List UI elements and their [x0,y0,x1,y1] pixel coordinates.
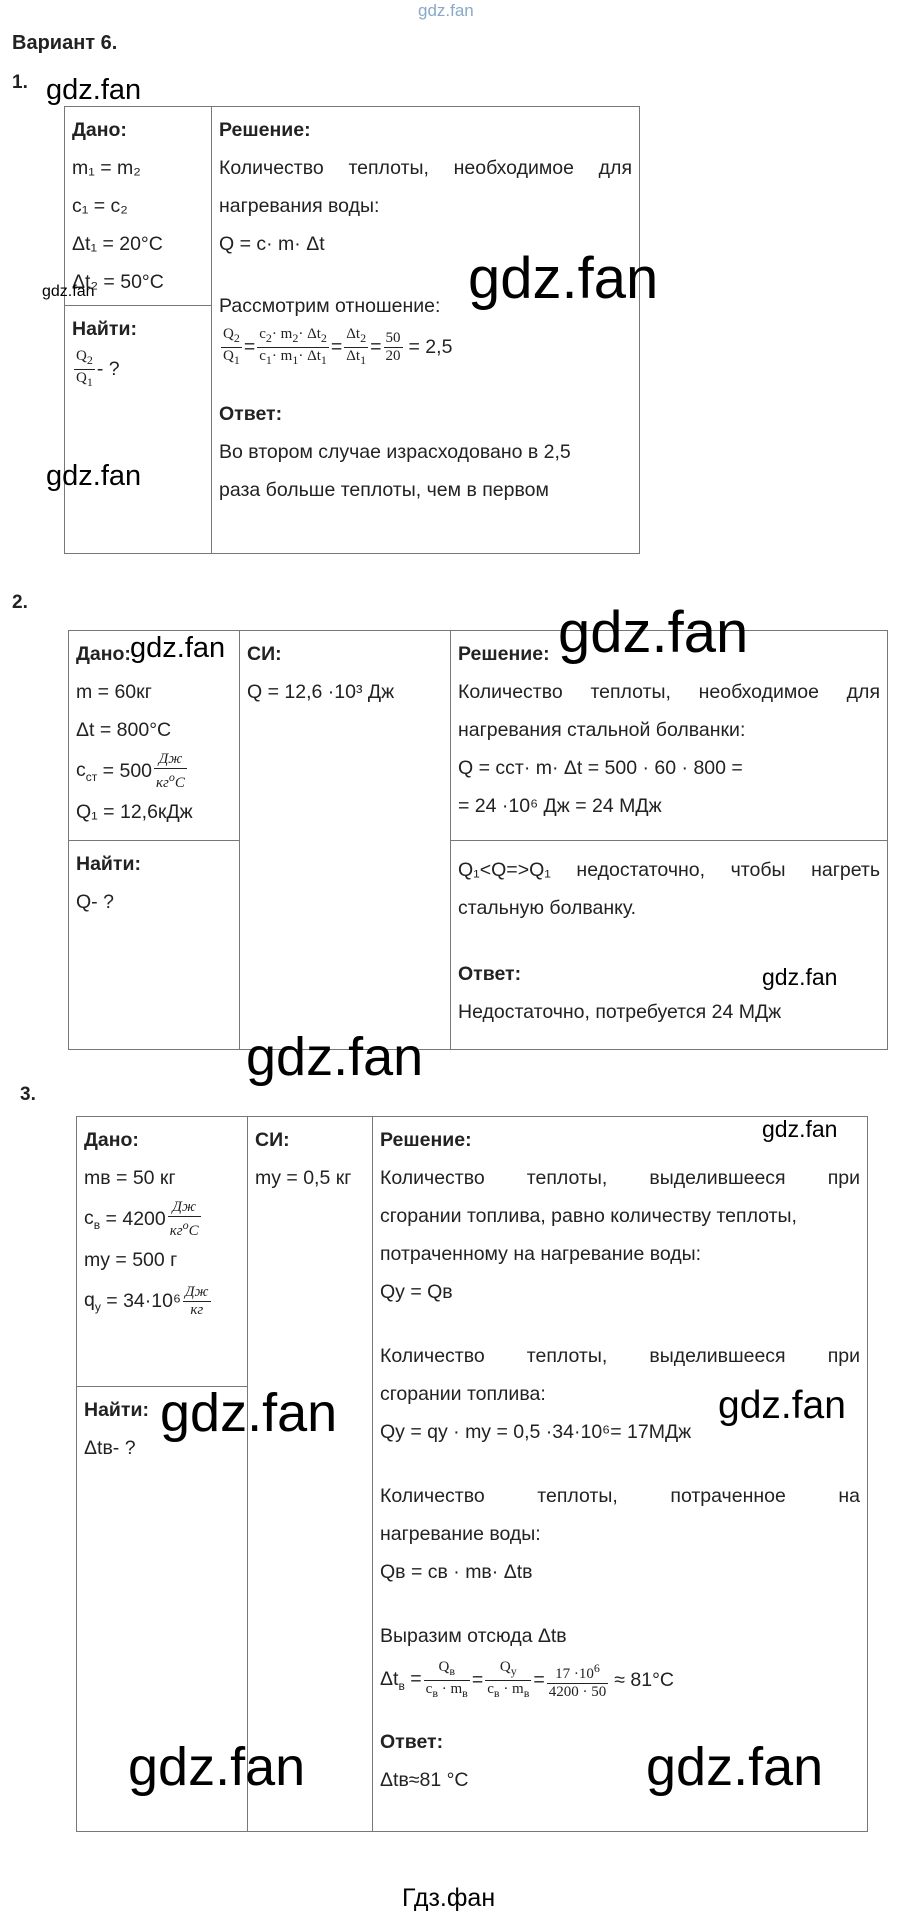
given-item: Δt = 800°C [76,719,172,741]
given-item: m₁ = m₂ [72,157,141,179]
given-item: Δt₁ = 20°C [72,233,163,255]
task-3-table [76,1116,868,1832]
find-label: Найти: [76,853,141,875]
find-value: Δtв- ? [84,1437,136,1459]
find-label: Найти: [84,1399,149,1421]
watermark: gdz.fan [762,964,838,990]
given-item: c₁ = c₂ [72,195,128,217]
task-1-table [64,106,640,554]
solution-line: Q = c· m· Δt [219,233,325,255]
footer-watermark: Гдз.фан [402,1884,496,1912]
final-formula: $\Delta t_в$ = $\frac{Q_в}{c_в \cdot m_в}$ = $\frac{Q_у}{c_в \cdot m_в}$ = $\frac{17 \cdot 10^6}{4200 \cdot 50}$ ≈ 81°C [380,1658,674,1700]
watermark: gdz.fan [46,460,142,492]
si-label: СИ: [247,643,282,665]
task-2-number: 2. [12,592,28,613]
solution-line: Q = cст· m· Δt = 500 · 60 · 800 = [458,757,743,779]
task-3-number: 3. [20,1084,36,1105]
page-title: Вариант 6. [12,32,118,54]
find-value: Q- ? [76,891,114,913]
solution-cell [451,841,888,1050]
find-value: - ? [96,358,120,380]
si-value: Q = 12,6 ·10³ Дж [247,681,395,703]
solution-line: Qв = cв · mв· Δtв [380,1561,533,1583]
watermark: gdz.fan [128,1737,306,1797]
solution-line: стальную болванку. [458,897,637,919]
given-cell [77,1117,248,1387]
answer-line: Во втором случае израсходовано в 2,5 [219,441,571,463]
watermark: gdz.fan [468,246,659,311]
solution-line: сгорании топлива, равно количеству теплоты, [380,1205,797,1227]
solution-line: Qу = qу · mу = 0,5 ·34·10⁶= 17МДж [380,1421,692,1443]
given-item: mв = 50 кг [84,1167,176,1189]
watermark: gdz.fan [130,632,226,664]
solution-line: Qу = Qв [380,1281,453,1303]
solution-line: Количество теплоты, выделившееся при [380,1345,860,1367]
solution-line: Количество теплоты, выделившееся при [380,1167,860,1189]
watermark: gdz.fan [42,283,95,300]
solution-label: Решение: [219,119,311,141]
watermark: gdz.fan [246,1027,424,1087]
si-label: СИ: [255,1129,290,1151]
answer-label: Ответ: [458,963,522,985]
final-result: ≈ 81°C [614,1668,674,1691]
solution-line: потраченному на нагревание воды: [380,1243,702,1265]
watermark: gdz.fan [558,600,749,665]
watermark: gdz.fan [762,1116,838,1142]
answer-label: Ответ: [380,1731,444,1753]
ratio-formula: $\frac{Q_2}{Q_1}$ = $\frac{c_2\cdot m_2\cdot \Delta t_2}{c_1\cdot m_1\cdot \Delta t_1}$ = $\frac{\Delta t_2}{\Delta t_1}$ = $\frac{50}{20}$ = 2,5 [223,325,453,367]
solution-line: Выразим отсюда Δtв [380,1625,567,1647]
given-label: Дано: [84,1129,139,1151]
given-item: mу = 500 г [84,1249,178,1271]
solution-line: нагревания воды: [219,195,380,217]
solution-label: Решение: [380,1129,472,1151]
answer-line: раза больше теплоты, чем в первом [219,479,549,501]
si-value: mу = 0,5 кг [255,1167,352,1189]
watermark: gdz.fan [646,1737,824,1797]
given-item: Δt₂ = 50°C [72,271,164,293]
find-cell [65,306,212,554]
ratio-result: = 2,5 [408,335,453,358]
solution-cell [212,107,640,554]
answer-label: Ответ: [219,403,283,425]
solution-line: нагревание воды: [380,1523,541,1545]
solution-line: Рассмотрим отношение: [219,295,441,317]
solution-line: сгорании топлива: [380,1383,546,1405]
watermark-top: gdz.fan [418,1,474,20]
solution-line: нагревания стальной болванки: [458,719,746,741]
watermark: gdz.fan [160,1383,338,1443]
solution-line: Q₁<Q=>Q₁ недостаточно, чтобы нагреть [458,859,880,881]
given-item: $q_у$ = 34·10⁶ $\frac{Дж}{кг}$ [84,1283,209,1318]
find-cell [69,841,240,1050]
task-1-number: 1. [12,72,28,93]
find-fraction: $\frac{Q_2}{Q_1}$ [76,348,93,389]
solution-label: Решение: [458,643,550,665]
given-label: Дано: [76,643,131,665]
watermark: gdz.fan [718,1384,846,1427]
given-cell [65,107,212,306]
watermark: gdz.fan [46,74,142,106]
given-item: $c_в$ = 4200 $\frac{Дж}{кг^oC}$ [84,1198,199,1239]
answer-value: Недостаточно, потребуется 24 МДж [458,1001,782,1023]
given-item: Q₁ = 12,6кДж [76,801,193,823]
find-label: Найти: [72,318,137,340]
solution-cell [373,1117,868,1832]
solution-line: Количество теплоты, необходимое для [219,157,632,179]
given-item: m = 60кг [76,681,152,703]
si-cell [240,631,451,1050]
si-cell [248,1117,373,1832]
solution-line: Количество теплоты, необходимое для [458,681,880,703]
solution-line: = 24 ·10⁶ Дж = 24 МДж [458,795,662,817]
solution-line: Количество теплоты, потраченное на [380,1485,860,1507]
given-item: $c_{ст}$ = 500 $\frac{Дж}{кг^oC}$ [76,750,185,791]
answer-value: Δtв≈81 °C [380,1769,469,1791]
given-label: Дано: [72,119,127,141]
